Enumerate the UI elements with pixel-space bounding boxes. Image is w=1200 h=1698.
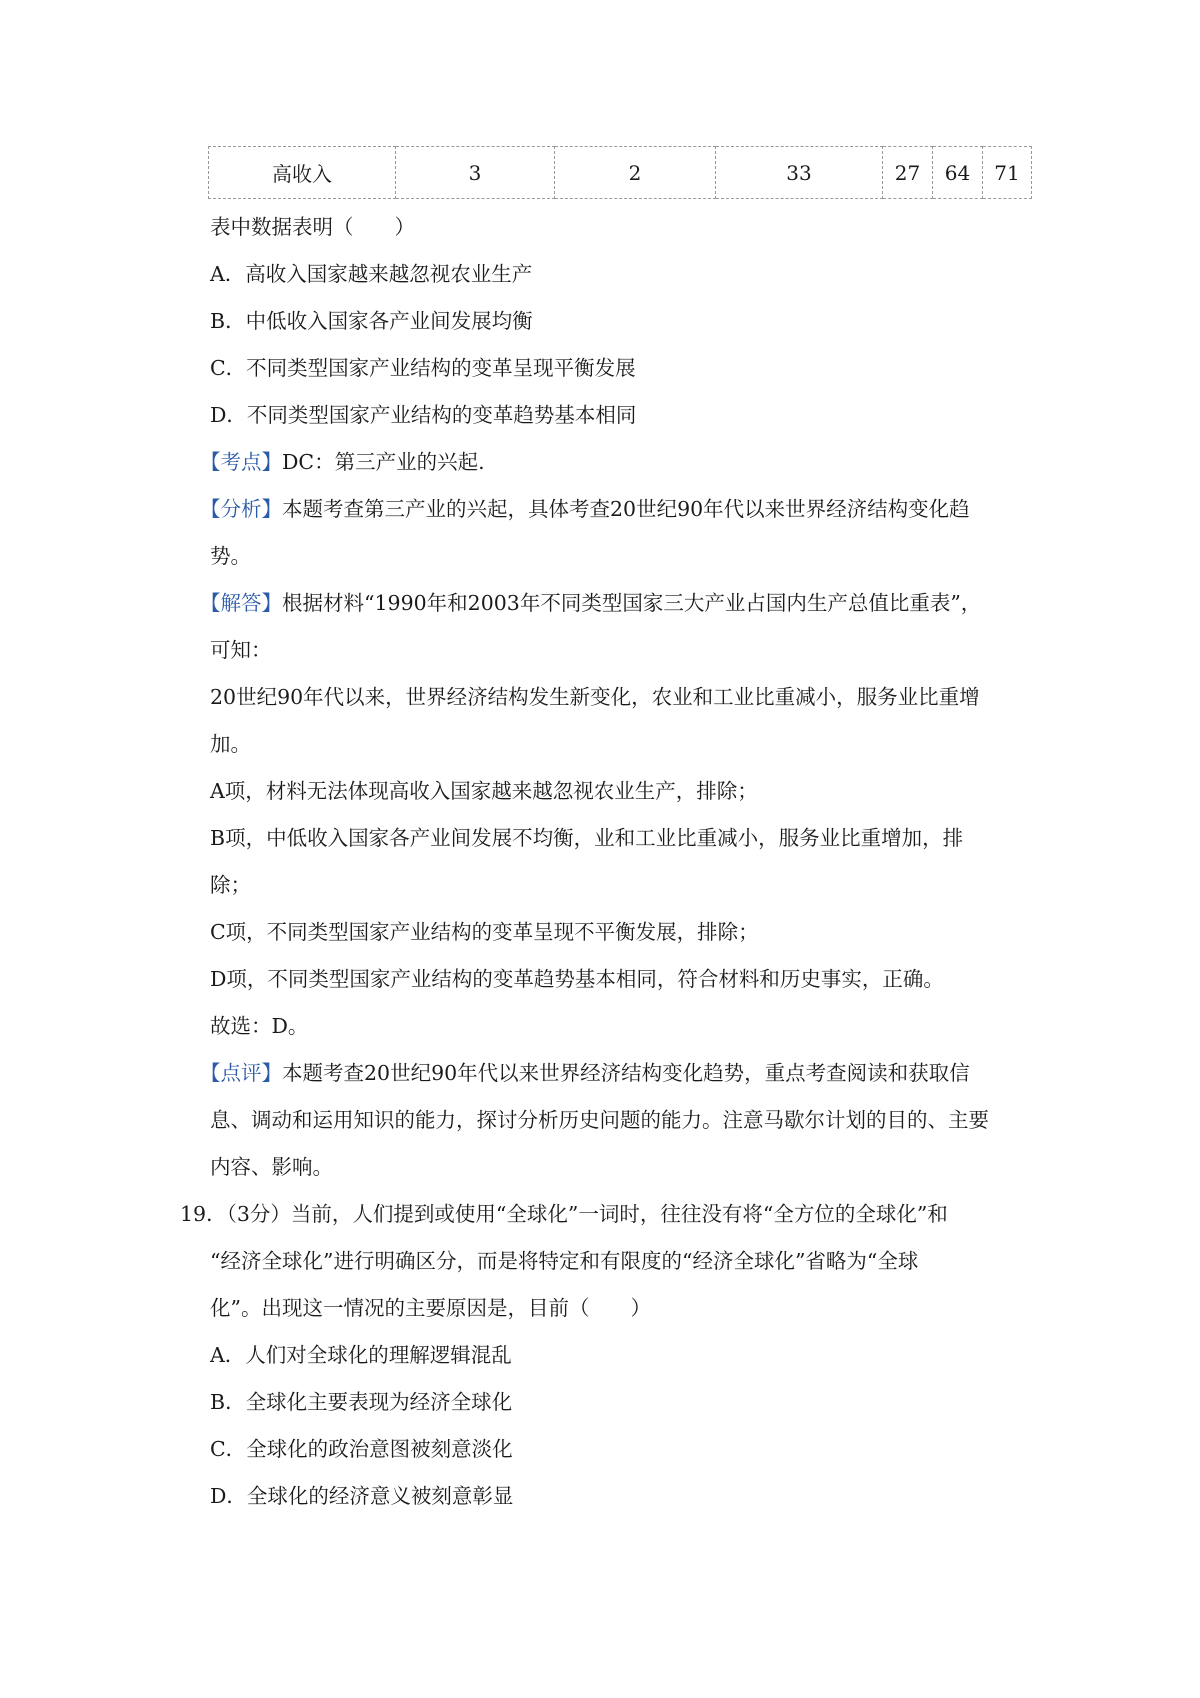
question-stem-cont: “经济全球化”进行明确区分，而是将特定和有限度的“经济全球化”省略为“全球 [210, 1249, 919, 1273]
table-cell: 33 [716, 147, 883, 199]
item-c-text: C项，不同类型国家产业结构的变革呈现不平衡发展，排除； [210, 920, 759, 944]
table-cell: 2 [555, 147, 716, 199]
option-a: A．人们对全球化的理解逻辑混乱 [210, 1343, 512, 1367]
question-stem: （3分）当前，人们提到或使用“全球化”一词时，往往没有将“全方位的全球化”和 [226, 1202, 948, 1226]
table-cell: 27 [883, 147, 933, 199]
option-c: C．全球化的政治意图被刻意淡化 [210, 1437, 513, 1461]
option-b: B．全球化主要表现为经济全球化 [210, 1390, 513, 1414]
option-d: D．不同类型国家产业结构的变革趋势基本相同 [210, 403, 637, 427]
body-text-cont: 加。 [210, 732, 251, 756]
table-row [209, 147, 1032, 199]
body-text: 20世纪90年代以来，世界经济结构发生新变化，农业和工业比重减小，服务业比重增 [210, 685, 980, 709]
jieda-tag: 【解答】 [200, 591, 282, 615]
kaodian-text: DC：第三产业的兴起. [282, 450, 485, 474]
jieda-text: 根据材料“1990年和2003年不同类型国家三大产业占国内生产总值比重表”， [282, 591, 982, 615]
kaodian-line [200, 447, 485, 477]
jieda-text-cont: 可知： [210, 638, 272, 662]
table-cell: 71 [983, 147, 1032, 199]
item-a-text: A项，材料无法体现高收入国家越来越忽视农业生产，排除； [210, 779, 758, 803]
dianping-text-cont: 息、调动和运用知识的能力，探讨分析历史问题的能力。注意马歇尔计划的目的、主要 [210, 1108, 989, 1132]
table-cell-label: 高收入 [209, 147, 396, 199]
fenxi-line [200, 494, 970, 524]
option-c: C．不同类型国家产业结构的变革呈现平衡发展 [210, 356, 636, 380]
jieda-line [200, 588, 981, 618]
question-stem-cont2: 化”。出现这一情况的主要原因是，目前（ ） [210, 1296, 651, 1320]
item-b-text: B项，中低收入国家各产业间发展不均衡，业和工业比重减小，服务业比重增加，排 [210, 826, 964, 850]
kaodian-tag: 【考点】 [200, 450, 282, 474]
question-stem: 表中数据表明（ ） [210, 215, 415, 239]
question-19-line [180, 1199, 948, 1229]
fenxi-tag: 【分析】 [200, 497, 282, 521]
dianping-text-cont2: 内容、影响。 [210, 1155, 333, 1179]
item-b-text-cont: 除； [210, 873, 251, 897]
option-a: A．高收入国家越来越忽视农业生产 [210, 262, 533, 286]
table-cell: 64 [933, 147, 983, 199]
item-d-text: D项，不同类型国家产业结构的变革趋势基本相同，符合材料和历史事实，正确。 [210, 967, 944, 991]
option-b: B．中低收入国家各产业间发展均衡 [210, 309, 533, 333]
dianping-tag: 【点评】 [200, 1061, 282, 1085]
question-number: 19． [180, 1202, 227, 1226]
dianping-text: 本题考查20世纪90年代以来世界经济结构变化趋势，重点考查阅读和获取信 [282, 1061, 970, 1085]
data-table [208, 146, 1032, 199]
answer-text: 故选：D。 [210, 1014, 309, 1038]
table-cell: 3 [396, 147, 555, 199]
dianping-line [200, 1058, 970, 1088]
option-d: D．全球化的经济意义被刻意彰显 [210, 1484, 514, 1508]
fenxi-text: 本题考查第三产业的兴起，具体考查20世纪90年代以来世界经济结构变化趋 [282, 497, 970, 521]
fenxi-text-cont: 势。 [210, 544, 251, 568]
